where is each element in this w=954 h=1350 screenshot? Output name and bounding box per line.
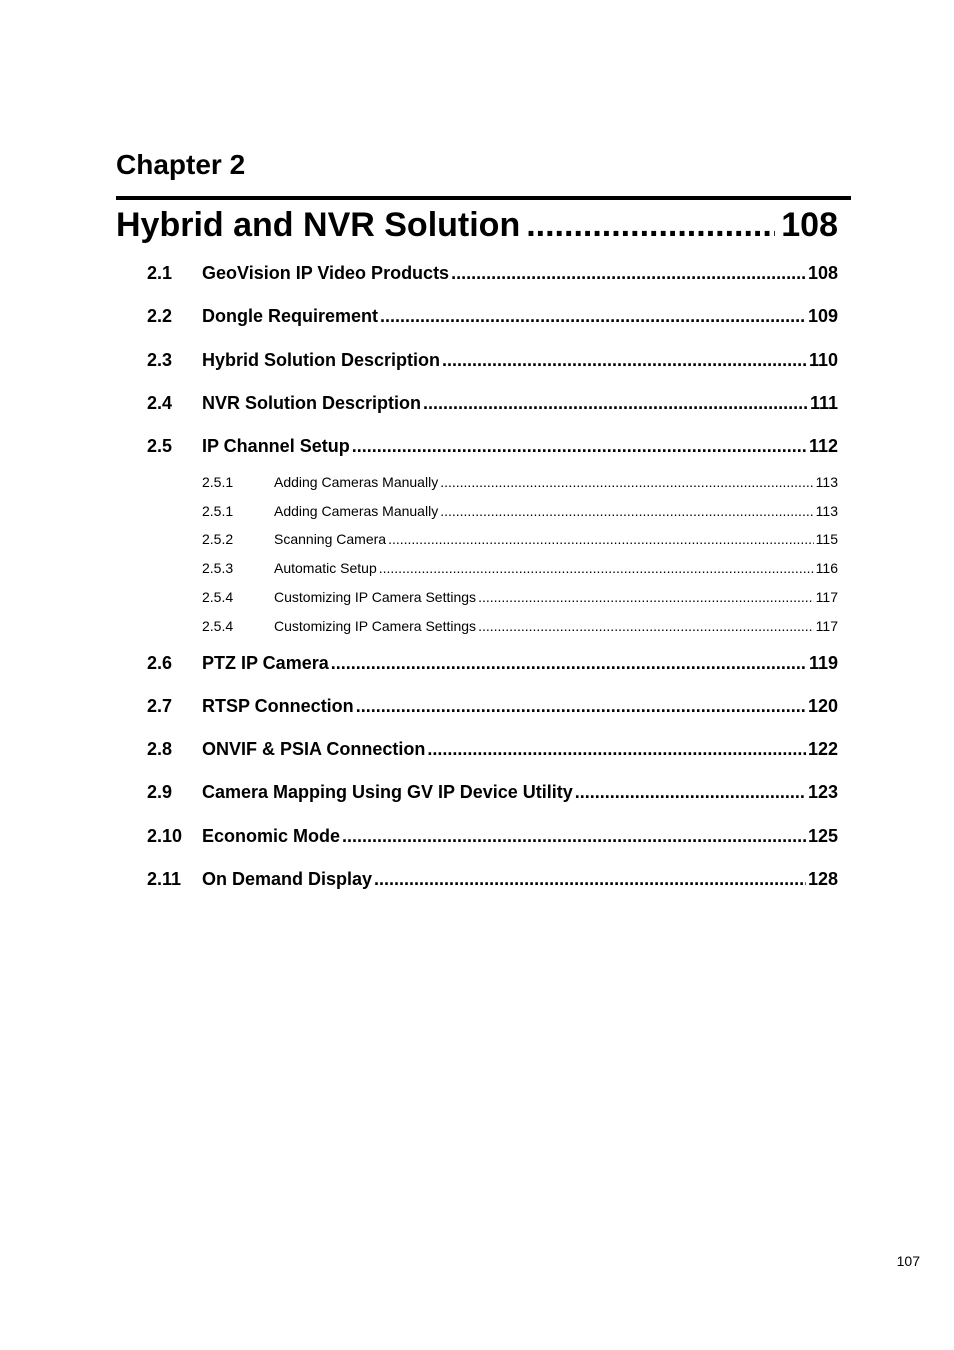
toc-subentry-title: Adding Cameras Manually <box>274 474 439 490</box>
toc-entry-page: 122 <box>807 739 838 759</box>
dot-leader <box>352 434 807 458</box>
toc-subentry-number: 2.5.4 <box>202 589 234 605</box>
toc-entry-page: 128 <box>807 869 838 889</box>
toc-entry-number: 2.9 <box>147 782 173 802</box>
toc-entry-2-8[interactable] <box>147 737 838 761</box>
toc-entry-page: 109 <box>807 306 838 326</box>
toc-entry-title: IP Channel Setup <box>202 436 350 456</box>
toc-entry-title: Dongle Requirement <box>202 306 379 326</box>
toc-entry-title: Economic Mode <box>202 826 341 846</box>
toc-entry-title: ONVIF & PSIA Connection <box>202 739 426 759</box>
toc-subentry-page: 113 <box>815 474 838 490</box>
dot-leader <box>374 867 806 891</box>
chapter-rule <box>116 196 851 200</box>
toc-entry-number: 2.5 <box>147 436 173 456</box>
toc-subentry-number: 2.5.1 <box>202 474 234 490</box>
toc-subentry-2-5-1-b[interactable] <box>202 501 838 521</box>
dot-leader <box>478 587 814 607</box>
toc-subentry-2-5-4-a[interactable] <box>202 587 838 607</box>
toc-entry-number: 2.1 <box>147 263 173 283</box>
dot-leader <box>427 737 806 761</box>
toc-entry-2-7[interactable] <box>147 694 838 718</box>
toc-entry-page: 120 <box>807 696 838 716</box>
toc-entry-2-2[interactable] <box>147 304 838 328</box>
toc-entry-number: 2.11 <box>147 869 182 889</box>
toc-entry-number: 2.8 <box>147 739 173 759</box>
toc-subentry-2-5-3[interactable] <box>202 558 838 578</box>
toc-subentry-title: Customizing IP Camera Settings <box>274 618 477 634</box>
toc-entry-2-4[interactable] <box>147 391 838 415</box>
dot-leader <box>451 261 806 285</box>
dot-leader <box>526 203 775 247</box>
toc-entry-page: 108 <box>807 263 838 283</box>
toc-entry-title: RTSP Connection <box>202 696 354 716</box>
toc-entry-page: 111 <box>809 393 838 413</box>
toc-entry-2-1[interactable] <box>147 261 838 285</box>
dot-leader <box>388 529 814 549</box>
toc-entry-2-6[interactable] <box>147 651 838 675</box>
toc-entry-title: PTZ IP Camera <box>202 653 329 673</box>
toc-entry-page: 110 <box>808 350 838 370</box>
dot-leader <box>380 304 806 328</box>
toc-subentry-2-5-4-b[interactable] <box>202 616 838 636</box>
toc-entry-title: On Demand Display <box>202 869 373 889</box>
chapter-title-entry[interactable] <box>116 203 838 247</box>
dot-leader <box>478 616 814 636</box>
toc-entry-2-11[interactable] <box>147 867 838 891</box>
dot-leader <box>440 472 813 492</box>
toc-entry-page: 125 <box>807 826 838 846</box>
toc-entry-number: 2.4 <box>147 393 173 413</box>
dot-leader <box>575 780 806 804</box>
dot-leader <box>379 558 814 578</box>
toc-entry-page: 119 <box>808 653 838 673</box>
dot-leader <box>356 694 806 718</box>
toc-entry-2-5[interactable] <box>147 434 838 458</box>
toc-entry-number: 2.10 <box>147 826 183 846</box>
dot-leader <box>423 391 808 415</box>
chapter-label: Chapter 2 <box>116 149 246 180</box>
toc-entry-title: GeoVision IP Video Products <box>202 263 450 283</box>
dot-leader <box>331 651 807 675</box>
toc-entry-2-3[interactable] <box>147 348 838 372</box>
toc-entry-title: Hybrid Solution Description <box>202 350 441 370</box>
toc-subentry-number: 2.5.3 <box>202 560 234 576</box>
toc-subentry-2-5-2[interactable] <box>202 529 838 549</box>
toc-entry-number: 2.7 <box>147 696 173 716</box>
page-number: 107 <box>896 1253 920 1269</box>
toc-subentry-number: 2.5.1 <box>202 503 234 519</box>
toc-subentry-number: 2.5.2 <box>202 531 234 547</box>
toc-entry-number: 2.2 <box>147 306 173 326</box>
toc-subentry-page: 113 <box>815 503 838 519</box>
toc-subentry-page: 116 <box>815 560 838 576</box>
toc-entry-page: 123 <box>807 782 838 802</box>
chapter-title-page: 108 <box>781 206 838 244</box>
toc-entry-page: 112 <box>808 436 838 456</box>
toc-subentry-page: 115 <box>815 531 838 547</box>
toc-entry-title: NVR Solution Description <box>202 393 422 413</box>
dot-leader <box>342 824 806 848</box>
toc-subentry-title: Automatic Setup <box>274 560 377 576</box>
toc-subentry-page: 117 <box>815 589 838 605</box>
toc-entry-2-10[interactable] <box>147 824 838 848</box>
chapter-title: Hybrid and NVR Solution <box>116 206 521 244</box>
dot-leader <box>442 348 807 372</box>
toc-entry-number: 2.3 <box>147 350 173 370</box>
toc-entry-number: 2.6 <box>147 653 173 673</box>
dot-leader <box>440 501 813 521</box>
toc-subentry-page: 117 <box>815 618 838 634</box>
toc-entry-title: Camera Mapping Using GV IP Device Utility <box>202 782 573 802</box>
toc-subentry-2-5-1-a[interactable] <box>202 472 838 492</box>
toc-subentry-title: Scanning Camera <box>274 531 387 547</box>
toc-subentry-number: 2.5.4 <box>202 618 234 634</box>
toc-subentry-title: Customizing IP Camera Settings <box>274 589 477 605</box>
toc-subentry-title: Adding Cameras Manually <box>274 503 439 519</box>
toc-entry-2-9[interactable] <box>147 780 838 804</box>
